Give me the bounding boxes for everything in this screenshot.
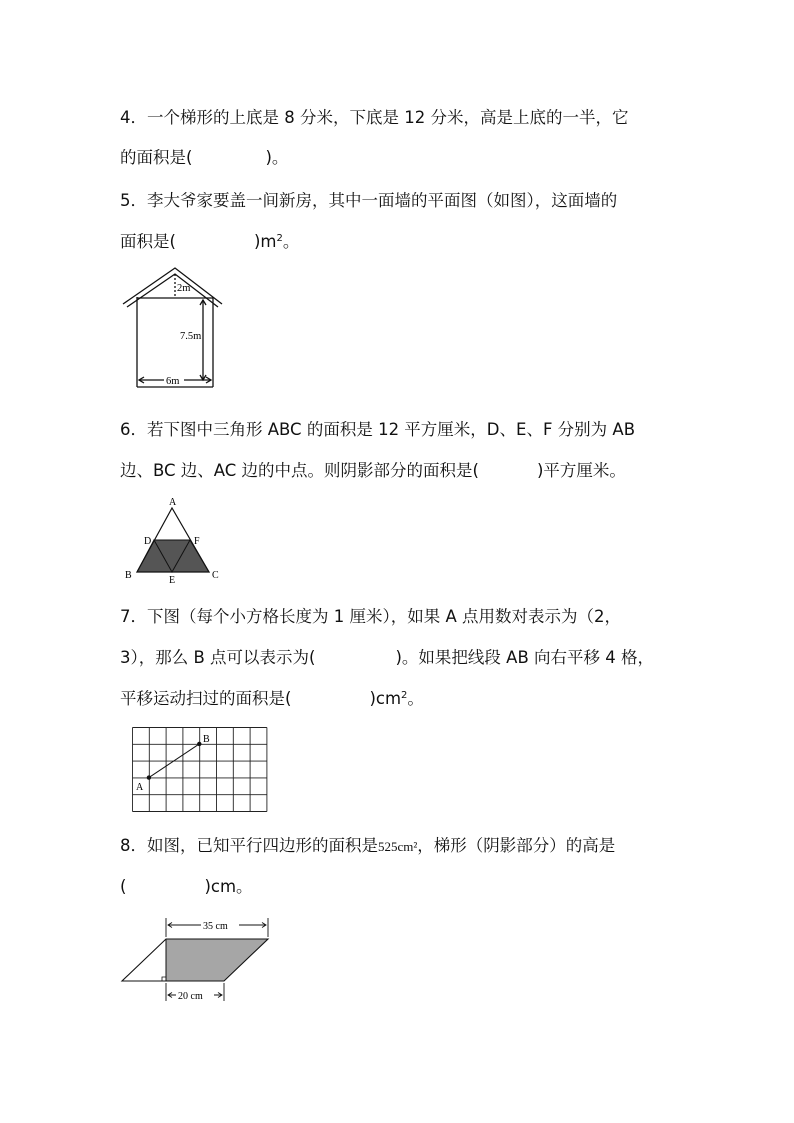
q7-line3 — [120, 689, 424, 709]
label-B: B — [203, 734, 210, 745]
shaded-trapezoid — [166, 939, 268, 981]
label-35cm: 35 cm — [203, 921, 228, 932]
q5-line2 — [120, 232, 299, 252]
label-B: B — [125, 570, 132, 581]
point-A — [147, 775, 151, 779]
label-A: A — [169, 497, 177, 508]
q7-line2 — [120, 648, 654, 668]
q7-text-b: )。如果把线段 AB 向右平移 4 格， — [395, 648, 655, 667]
q8-parallelogram-figure — [118, 915, 273, 1007]
q8-text-b: ，梯形（阴影部分）的高是 — [417, 836, 616, 855]
q8-text-d: )cm。 — [204, 877, 253, 896]
q5-text-c: 。 — [282, 232, 300, 251]
q5-line1: 5．李大爷家要盖一间新房，其中一面墙的平面图（如图），这面墙的 — [120, 191, 618, 210]
q8-line2 — [120, 877, 253, 897]
q6-line2 — [120, 461, 626, 481]
q8-text-a: 8．如图，已知平行四边形的面积是 — [120, 836, 378, 855]
label-C: C — [212, 570, 219, 581]
q7-line1: 7．下图（每个小方格长度为 1 厘米），如果 A 点用数对表示为（2， — [120, 607, 622, 626]
q4-text-b: )。 — [265, 148, 289, 167]
label-7.5m: 7.5m — [180, 331, 202, 342]
q4-text-a: 的面积是( — [120, 148, 193, 167]
q6-text-a: 边、BC 边、AC 边的中点。则阴影部分的面积是( — [120, 461, 479, 480]
q7-superscript: 2 — [401, 690, 408, 701]
label-D: D — [144, 536, 152, 547]
q8-text-c: ( — [120, 877, 127, 896]
q4-line2 — [120, 148, 288, 168]
q5-text-a: 面积是( — [120, 232, 176, 251]
label-2m: 2m — [177, 283, 191, 294]
label-6m: 6m — [166, 376, 180, 387]
label-F: F — [194, 536, 200, 547]
point-B — [197, 742, 201, 746]
q4-line1: 4．一个梯形的上底是 8 分米，下底是 12 分米，高是上底的一半，它 — [120, 108, 629, 127]
q6-line1: 6．若下图中三角形 ABC 的面积是 12 平方厘米，D、E、F 分别为 AB — [120, 420, 636, 439]
q8-area-value: 525cm² — [378, 839, 418, 854]
q5-superscript: 2 — [276, 233, 283, 244]
q5-house-figure — [115, 262, 230, 397]
q7-text-d: )cm — [369, 689, 402, 708]
q5-text-b: )m — [253, 232, 277, 251]
q7-text-c: 平移运动扫过的面积是( — [120, 689, 292, 708]
q7-grid-figure — [132, 727, 270, 813]
q6-text-b: )平方厘米。 — [537, 461, 626, 480]
q6-triangle-figure — [120, 494, 230, 586]
label-E: E — [169, 575, 176, 586]
label-A: A — [136, 782, 144, 793]
q8-line1 — [120, 836, 615, 857]
q7-text-a: 3），那么 B 点可以表示为( — [120, 648, 316, 667]
right-angle-mark — [162, 977, 166, 981]
q7-text-e: 。 — [407, 689, 424, 708]
label-20cm: 20 cm — [178, 991, 203, 1002]
